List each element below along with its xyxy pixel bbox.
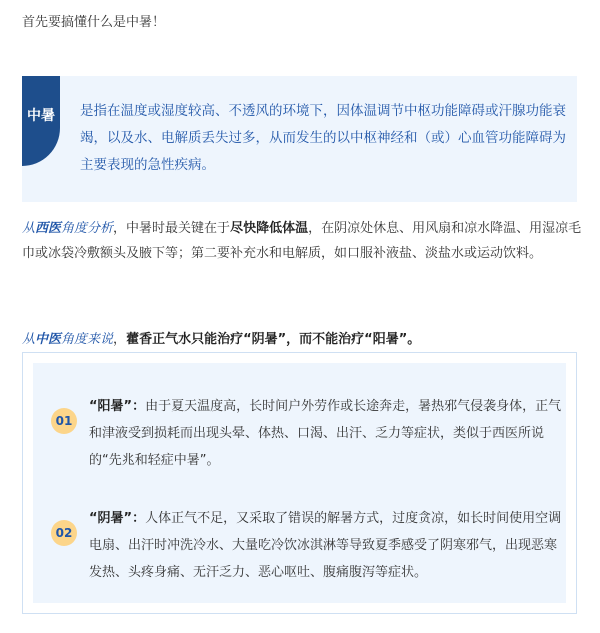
western-label: 角度分析 [61, 221, 114, 236]
definition-text: 是指在温度或湿度较高、不透风的环境下，因体温调节中枢功能障碍或汗腺功能衰竭，以及水、电解质丢失过多，从而发生的以中枢神经和（或）心血管功能障碍为主要表现的急性疾病。 [80, 103, 566, 173]
item-body: 人体正气不足，又采取了错误的解暑方式，过度贪凉，如长时间使用空调电扇、出汗时冲洗冷水、大量吃冷饮冰淇淋等导致夏季感受了阴寒邪气，出现恶寒发热、头疼身痛、无汗乏力、恶心呕吐、腹痛腹泻等症状。 [89, 511, 562, 580]
item-title: “阳暑”： [89, 399, 146, 414]
western-text-a: ，中暑时最关键在于 [113, 221, 231, 236]
item-title: “阴暑”： [89, 511, 146, 526]
item-yin-shu [89, 505, 565, 586]
item-number-badge: 02 [51, 520, 77, 546]
definition-box [22, 76, 577, 202]
definition-tag [22, 76, 60, 166]
western-text-b: ，在阴凉处休息、用风扇和凉水降温、用湿凉毛巾或冰袋冷敷额头及腋下等；第二要补充水和电解质，如口服补液盐、淡盐水或运动饮料。 [22, 221, 582, 261]
types-inner-panel [33, 363, 566, 603]
western-highlight: 尽快降低体温 [230, 221, 309, 236]
item-number-badge: 01 [51, 408, 77, 434]
tcm-comma: ， [113, 332, 127, 347]
tcm-highlight: 藿香正气水只能治疗“阴暑”，而不能治疗“阳暑”。 [126, 332, 421, 347]
tcm-prefix: 从 [22, 332, 36, 347]
tcm-paragraph [22, 330, 582, 350]
western-term: 西医 [35, 221, 62, 236]
western-medicine-paragraph [22, 216, 582, 266]
types-box [22, 352, 577, 614]
tcm-label: 角度来说 [61, 332, 114, 347]
item-yang-shu [89, 393, 565, 474]
definition-tag-label: 中暑 [27, 108, 55, 124]
item-body: 由于夏天温度高，长时间户外劳作或长途奔走，暑热邪气侵袭身体，正气和津液受到损耗而出现头晕、体热、口渴、出汗、乏力等症状，类似于西医所说的“先兆和轻症中暑”。 [89, 399, 562, 468]
intro-text: 首先要搞懂什么是中暑！ [22, 15, 166, 30]
tcm-term: 中医 [35, 332, 62, 347]
western-prefix: 从 [22, 221, 36, 236]
